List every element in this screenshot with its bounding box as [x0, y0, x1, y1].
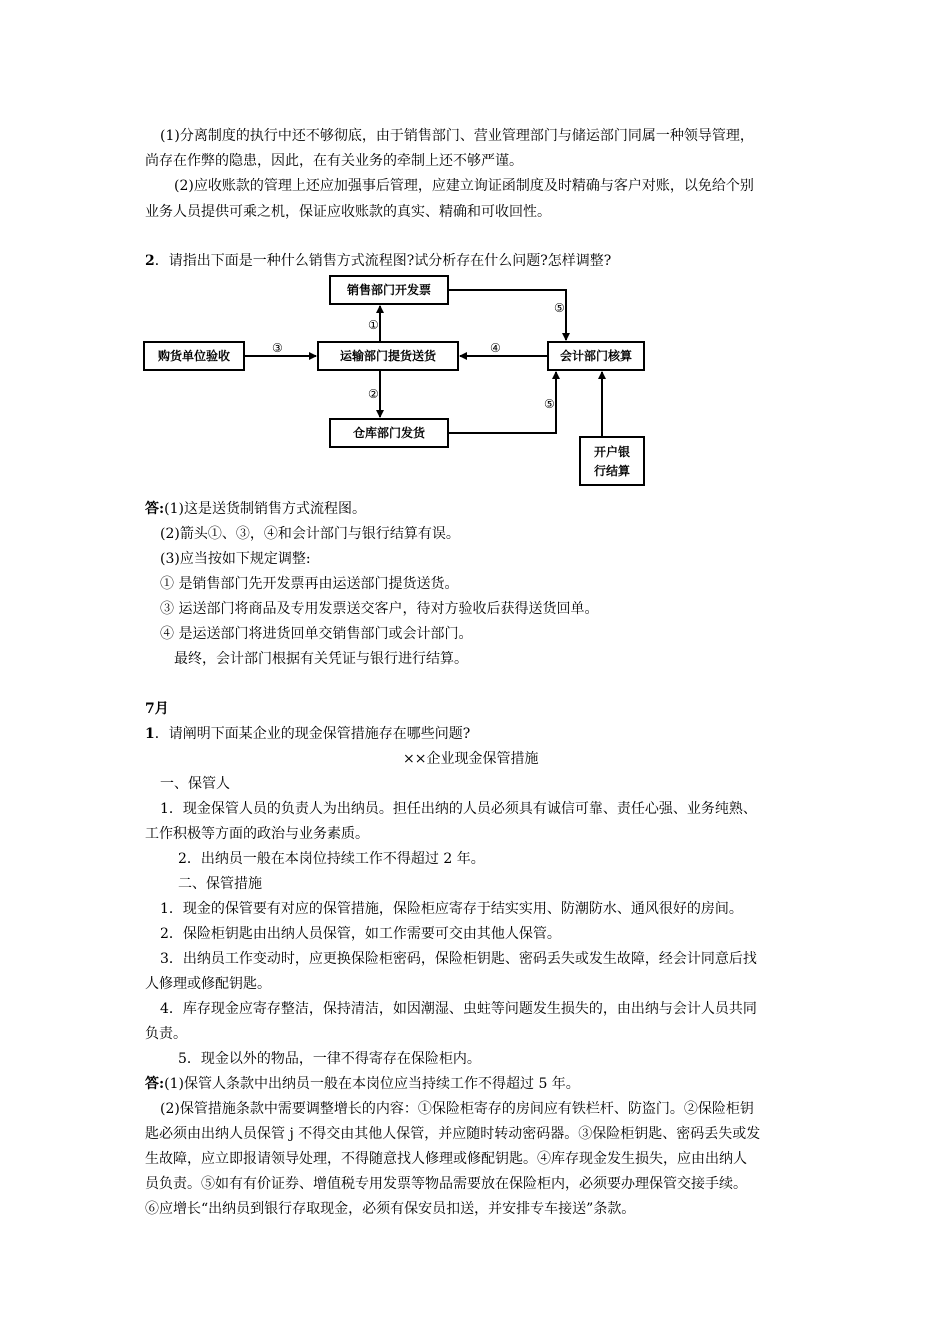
arrow-5b-label: ⑤: [544, 397, 555, 411]
answer-2-line4: 生故障，应立即报请领导处理，不得随意找人修理或修配钥匙。④库存现金发生损失，应由出纳人: [145, 1151, 747, 1167]
answer-2-line1: [145, 1075, 580, 1093]
question-1: [145, 725, 470, 743]
arrow-5a: [448, 290, 566, 340]
transport-dept-label: 运输部门提货送货: [339, 349, 437, 363]
question-2: [145, 252, 611, 270]
answer-2-label: 答:: [145, 1076, 165, 1092]
custodian-item1-line1: 1．现金保管人员的负责人为出纳员。担任出纳的人员必须具有诚信可靠、责任心强、业务纯熟、: [160, 801, 757, 817]
arrow-3-label: ③: [272, 341, 283, 355]
bank-label-line2: 行结算: [593, 464, 631, 478]
custodian-item2: 2．出纳员一般在本岗位持续工作不得超过 2 年。: [178, 851, 485, 867]
measure-item3-line2: 人修理或修配钥匙。: [145, 976, 271, 992]
measures-title: ××企业现金保管措施: [403, 751, 539, 767]
answer-2-line6: ⑥应增长“出纳员到银行存取现金，必须有保安员扣送，并安排专车接送”条款。: [145, 1201, 636, 1217]
answer-2-line5: 员负责。⑤如有有价证券、增值税专用发票等物品需要放在保险柜内，必须要办理保管交接手续。: [145, 1176, 747, 1192]
answer-1-line7: 最终，会计部门根据有关凭证与银行进行结算。: [174, 651, 468, 667]
heading-measures: 二、保管措施: [178, 876, 262, 892]
answer-1-line6: ④ 是运送部门将进货回单交销售部门或会计部门。: [160, 626, 473, 642]
answer-2-line2: (2)保管措施条款中需要调整增长的内容：①保险柜寄存的房间应有铁栏杆、防盗门。②保险柜钥: [160, 1101, 754, 1117]
warehouse-label: 仓库部门发货: [352, 426, 426, 440]
arrow-4-label: ④: [490, 341, 501, 355]
measure-item4-line1: 4．库存现金应寄存整洁，保持清洁，如因潮湿、虫蛀等问题发生损失的，由出纳与会计人员共同: [160, 1001, 757, 1017]
answer-1-line2: (2)箭头①、③，④和会计部门与银行结算有误。: [160, 526, 460, 542]
measure-item2: 2．保险柜钥匙由出纳人员保管，如工作需要可交由其他人保管。: [160, 926, 561, 942]
custodian-item1-line2: 工作积极等方面的政治与业务素质。: [145, 826, 369, 842]
measure-item1: 1．现金的保管要有对应的保管措施，保险柜应寄存于结实实用、防潮防水、通风很好的房间。: [160, 901, 743, 917]
sales-flowchart: [140, 272, 660, 490]
para1-line1: (1)分离制度的执行中还不够彻底，由于销售部门、营业管理部门与储运部门同属一种领导管理，: [160, 128, 754, 144]
question-1-number: 1: [145, 726, 155, 742]
sales-dept-label: 销售部门开发票: [346, 283, 432, 297]
para1-line3: (2)应收账款的管理上还应加强事后管理，应建立询证函制度及时精确与客户对账，以免给个别: [174, 178, 754, 194]
answer-1-line5: ③ 运送部门将商品及专用发票送交客户，待对方验收后获得送货回单。: [160, 601, 599, 617]
answer-2-line3: 匙必须由出纳人员保管 j 不得交由其他人保管，并应随时转动密码器。③保险柜钥匙、密码丢失或发: [145, 1126, 761, 1142]
answer-2-text: (1)保管人条款中出纳员一般在本岗位应当持续工作不得超过 5 年。: [164, 1076, 580, 1092]
answer-1-text: (1)这是送货制销售方式流程图。: [164, 501, 367, 517]
measure-item3-line1: 3．出纳员工作变动时，应更换保险柜密码，保险柜钥匙、密码丢失或发生故障，经会计同意后找: [160, 951, 757, 967]
section-month: 7月: [145, 701, 169, 717]
buyer-label: 购货单位验收: [157, 349, 231, 363]
question-2-number: 2: [145, 253, 155, 269]
bank-label-line1: 开户银: [593, 445, 631, 459]
arrow-5b: [448, 372, 556, 433]
question-2-text: ．请指出下面是一种什么销售方式流程图?试分析存在什么问题?怎样调整?: [154, 253, 612, 269]
answer-1-label: 答:: [145, 501, 165, 517]
heading-custodian: 一、保管人: [160, 776, 230, 792]
accounting-dept-label: 会计部门核算: [559, 349, 633, 363]
arrow-1-label: ①: [368, 318, 379, 332]
arrow-2-label: ②: [368, 387, 379, 401]
para1-line4: 业务人员提供可乘之机，保证应收账款的真实、精确和可收回性。: [145, 204, 551, 220]
measure-item4-line2: 负责。: [145, 1026, 187, 1042]
arrow-5a-label: ⑤: [554, 301, 565, 315]
measure-item5: 5．现金以外的物品，一律不得寄存在保险柜内。: [178, 1051, 481, 1067]
question-1-text: ．请阐明下面某企业的现金保管措施存在哪些问题?: [154, 726, 471, 742]
answer-1-line3: (3)应当按如下规定调整:: [160, 551, 311, 567]
answer-1-line1: [145, 500, 366, 518]
para1-line2: 尚存在作弊的隐患，因此，在有关业务的牵制上还不够严谨。: [145, 153, 523, 169]
answer-1-line4: ① 是销售部门先开发票再由运送部门提货送货。: [160, 576, 459, 592]
